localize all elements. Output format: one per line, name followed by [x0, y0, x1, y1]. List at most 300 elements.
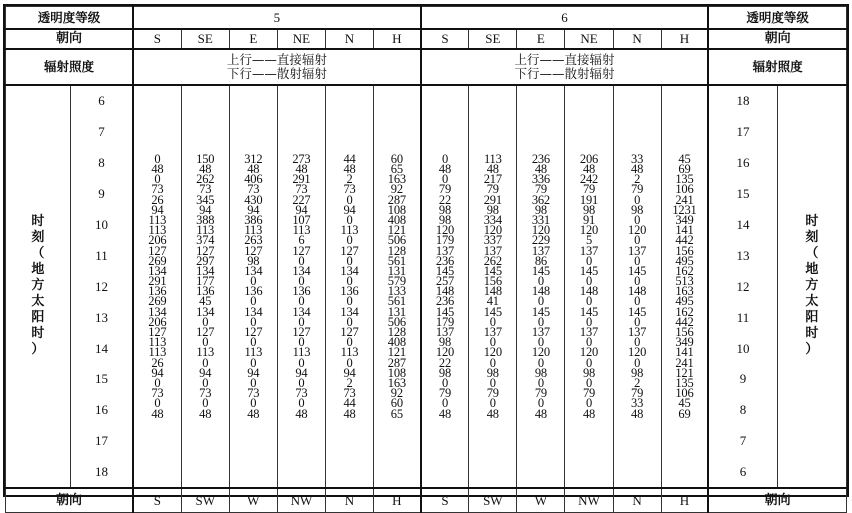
diffuse-radiation-value: 94 — [295, 365, 308, 380]
time-label-left: 时 刻 （ 地 方 太 阳 时 ） — [6, 85, 71, 489]
diffuse-radiation-value: 48 — [247, 406, 260, 421]
diffuse-radiation-value: 127 — [244, 243, 263, 258]
hour-label: 7 — [98, 124, 105, 140]
direct-radiation-value: 0 — [250, 396, 257, 411]
direct-radiation-value: 242 — [579, 172, 599, 187]
diffuse-radiation-value: 94 — [151, 202, 164, 217]
diffuse-radiation-value: 98 — [486, 365, 499, 380]
direct-radiation-value: 334 — [483, 212, 502, 227]
orientation-cell: S — [133, 29, 181, 49]
orientation-cell: E — [229, 29, 277, 49]
direct-radiation-value: 0 — [441, 396, 448, 411]
radiation-header-row — [6, 49, 847, 85]
diffuse-radiation-value: 145 — [435, 304, 455, 319]
diffuse-radiation-value: 98 — [438, 365, 452, 380]
hour-label: 12 — [94, 278, 108, 294]
direct-radiation-value: 0 — [585, 396, 593, 411]
direct-radiation-value: 0 — [634, 253, 641, 268]
diffuse-radiation-value: 73 — [295, 182, 308, 197]
direct-radiation-value: 177 — [196, 274, 215, 289]
grade-6-header: 6 — [421, 7, 709, 29]
diffuse-radiation-value: 134 — [340, 263, 359, 278]
direct-radiation-value: 0 — [202, 335, 209, 350]
hour-label: 15 — [736, 186, 750, 202]
diffuse-radiation-value: 48 — [582, 406, 596, 421]
direct-radiation-value: 206 — [148, 314, 167, 329]
diffuse-radiation-value: 137 — [579, 325, 599, 340]
diffuse-radiation-value: 113 — [196, 223, 215, 238]
hour-label: 9 — [739, 371, 747, 387]
direct-radiation-value: 0 — [298, 253, 305, 268]
diffuse-radiation-value: 113 — [196, 345, 215, 360]
direct-radiation-value: 6 — [298, 233, 305, 248]
diffuse-radiation-value: 120 — [435, 345, 455, 360]
direct-radiation-value: 0 — [634, 314, 641, 329]
value-column — [133, 85, 181, 489]
direct-radiation-value: 236 — [531, 151, 550, 166]
time-label-right: 时 刻 （ 地 方 太 阳 时 ） — [777, 85, 846, 489]
diffuse-radiation-value: 79 — [486, 182, 499, 197]
diffuse-radiation-value: 48 — [295, 406, 308, 421]
data-body-row — [6, 85, 847, 489]
diffuse-radiation-value: 120 — [628, 345, 647, 360]
diffuse-radiation-value: 73 — [247, 386, 260, 401]
direct-radiation-value: 0 — [537, 294, 544, 309]
direct-radiation-value: 287 — [387, 355, 406, 370]
direct-radiation-value: 0 — [585, 314, 593, 329]
diffuse-radiation-value: 137 — [531, 243, 550, 258]
diffuse-radiation-value: 113 — [292, 223, 311, 238]
diffuse-radiation-value: 145 — [579, 263, 599, 278]
direct-radiation-value: 229 — [531, 233, 550, 248]
direct-radiation-value: 26 — [151, 355, 164, 370]
direct-radiation-value: 262 — [196, 172, 215, 187]
direct-radiation-value: 349 — [675, 212, 694, 227]
diffuse-radiation-value: 113 — [148, 223, 167, 238]
diffuse-radiation-value: 127 — [292, 325, 311, 340]
hour-label: 10 — [94, 217, 108, 232]
direct-radiation-value: 312 — [244, 151, 263, 166]
diffuse-radiation-value: 79 — [438, 182, 452, 197]
top-orientation-row — [6, 29, 847, 49]
orientation-cell: N — [613, 29, 661, 49]
direct-radiation-value: 163 — [387, 375, 406, 390]
diffuse-radiation-value: 65 — [390, 406, 403, 421]
direct-radiation-value: 135 — [675, 375, 694, 390]
direct-radiation-value: 0 — [634, 274, 641, 289]
diffuse-radiation-value: 136 — [196, 284, 215, 299]
diffuse-radiation-value: 73 — [199, 386, 212, 401]
diffuse-radiation-value: 113 — [148, 345, 167, 360]
diffuse-radiation-value: 156 — [675, 325, 694, 340]
diffuse-radiation-value: 163 — [675, 284, 694, 299]
diffuse-radiation-value: 145 — [483, 263, 502, 278]
direct-radiation-value: 179 — [435, 314, 455, 329]
direct-radiation-value: 0 — [346, 335, 353, 350]
legend-direct: 上行——直接辐射 — [514, 51, 615, 67]
bottom-orientation-row — [6, 488, 847, 512]
direct-radiation-value: 349 — [675, 335, 694, 350]
diffuse-radiation-value: 69 — [678, 406, 691, 421]
diffuse-radiation-value: 113 — [244, 345, 263, 360]
diffuse-radiation-value: 137 — [628, 243, 647, 258]
direct-radiation-value: 0 — [585, 274, 593, 289]
orientation-cell: W — [517, 488, 565, 512]
direct-radiation-value: 0 — [489, 335, 496, 350]
direct-radiation-value: 0 — [250, 375, 257, 390]
direct-radiation-value: 442 — [675, 233, 694, 248]
direct-radiation-value: 191 — [579, 192, 599, 207]
orientation-cell: SW — [181, 488, 229, 512]
diffuse-radiation-value: 98 — [631, 202, 644, 217]
direct-radiation-value: 113 — [148, 335, 167, 350]
diffuse-radiation-value: 120 — [531, 345, 550, 360]
diffuse-radiation-value: 136 — [148, 284, 167, 299]
diffuse-radiation-value: 127 — [148, 325, 167, 340]
diffuse-radiation-value: 148 — [483, 284, 502, 299]
direct-radiation-value: 0 — [634, 192, 641, 207]
direct-radiation-value: 406 — [244, 172, 263, 187]
direct-radiation-value: 5 — [585, 233, 593, 248]
orientation-label-bottom-right: 朝向 — [708, 488, 846, 512]
direct-radiation-value: 0 — [298, 335, 305, 350]
diffuse-radiation-value: 148 — [628, 284, 647, 299]
direct-radiation-value: 0 — [298, 274, 305, 289]
hour-label: 18 — [736, 93, 750, 109]
diffuse-radiation-value: 48 — [534, 406, 547, 421]
orientation-cell: N — [613, 488, 661, 512]
direct-radiation-value: 163 — [387, 172, 406, 187]
direct-radiation-value: 0 — [441, 151, 448, 166]
direct-radiation-value: 98 — [247, 253, 260, 268]
diffuse-radiation-value: 134 — [340, 304, 359, 319]
direct-radiation-value: 2 — [346, 375, 353, 390]
diffuse-radiation-value: 137 — [531, 325, 550, 340]
diffuse-radiation-value: 92 — [390, 386, 403, 401]
direct-radiation-value: 150 — [196, 151, 215, 166]
value-column — [565, 85, 613, 489]
direct-radiation-value: 0 — [250, 314, 257, 329]
direct-radiation-value: 0 — [489, 375, 496, 390]
diffuse-radiation-value: 134 — [148, 263, 167, 278]
direct-radiation-value: 430 — [244, 192, 263, 207]
diffuse-radiation-value: 137 — [435, 243, 455, 258]
direct-radiation-value: 217 — [483, 172, 502, 187]
orientation-cell: H — [374, 488, 421, 512]
diffuse-radiation-value: 98 — [438, 202, 452, 217]
legend-diffuse: 下行——散射辐射 — [226, 65, 327, 81]
direct-radiation-value: 0 — [154, 172, 161, 187]
hour-label: 13 — [94, 309, 108, 325]
diffuse-radiation-value: 113 — [340, 345, 359, 360]
diffuse-radiation-value: 121 — [387, 345, 406, 360]
diffuse-radiation-value: 98 — [534, 202, 547, 217]
diffuse-radiation-value: 137 — [483, 243, 502, 258]
diffuse-radiation-value: 98 — [582, 202, 596, 217]
orientation-cell: NE — [277, 29, 325, 49]
hour-label: 9 — [98, 186, 105, 202]
diffuse-radiation-value: 148 — [531, 284, 550, 299]
diffuse-radiation-value: 79 — [631, 386, 644, 401]
orientation-cell: S — [421, 29, 469, 49]
direct-radiation-value: 0 — [585, 253, 593, 268]
orientation-cell: N — [325, 29, 373, 49]
direct-radiation-value: 227 — [292, 192, 311, 207]
diffuse-radiation-value: 48 — [582, 162, 596, 177]
diffuse-radiation-value: 48 — [151, 162, 164, 177]
diffuse-radiation-value: 145 — [628, 263, 647, 278]
direct-radiation-value: 386 — [244, 212, 263, 227]
diffuse-radiation-value: 48 — [486, 406, 499, 421]
diffuse-radiation-value: 131 — [387, 263, 406, 278]
legend-grade-5 — [133, 49, 421, 85]
direct-radiation-value: 0 — [250, 335, 257, 350]
direct-radiation-value: 291 — [483, 192, 502, 207]
direct-radiation-value: 0 — [250, 274, 257, 289]
diffuse-radiation-value: 120 — [579, 223, 599, 238]
radiation-table-frame — [3, 4, 849, 508]
direct-radiation-value: 0 — [346, 212, 353, 227]
direct-radiation-value: 33 — [631, 396, 644, 411]
direct-radiation-value: 2 — [346, 172, 353, 187]
value-column — [661, 85, 708, 489]
direct-radiation-value: 0 — [537, 355, 544, 370]
direct-radiation-value: 0 — [634, 212, 641, 227]
direct-radiation-value: 0 — [298, 396, 305, 411]
hour-label: 16 — [94, 402, 108, 418]
direct-radiation-value: 0 — [585, 294, 593, 309]
diffuse-radiation-value: 156 — [675, 243, 694, 258]
grade-label-right: 透明度等级 — [708, 7, 846, 29]
diffuse-radiation-value: 137 — [579, 243, 599, 258]
diffuse-radiation-value: 113 — [244, 223, 263, 238]
diffuse-radiation-value: 48 — [343, 162, 356, 177]
direct-radiation-value: 0 — [154, 375, 161, 390]
direct-radiation-value: 0 — [634, 355, 641, 370]
direct-radiation-value: 60 — [390, 151, 403, 166]
direct-radiation-value: 0 — [346, 253, 353, 268]
direct-radiation-value: 0 — [489, 314, 496, 329]
direct-radiation-value: 408 — [387, 335, 406, 350]
direct-radiation-value: 0 — [634, 294, 641, 309]
direct-radiation-value: 91 — [582, 212, 596, 227]
direct-radiation-value: 0 — [346, 233, 353, 248]
diffuse-radiation-value: 127 — [340, 325, 359, 340]
diffuse-radiation-value: 48 — [343, 406, 356, 421]
orientation-cell: S — [421, 488, 469, 512]
diffuse-radiation-value: 48 — [151, 406, 164, 421]
direct-radiation-value: 45 — [678, 396, 691, 411]
legend-grade-6 — [421, 49, 709, 85]
diffuse-radiation-value: 48 — [534, 162, 547, 177]
diffuse-radiation-value: 134 — [292, 263, 311, 278]
direct-radiation-value: 0 — [489, 355, 496, 370]
direct-radiation-value: 0 — [634, 335, 641, 350]
direct-radiation-value: 0 — [202, 396, 209, 411]
diffuse-radiation-value: 73 — [151, 386, 164, 401]
direct-radiation-value: 336 — [531, 172, 550, 187]
direct-radiation-value: 0 — [298, 355, 305, 370]
diffuse-radiation-value: 137 — [483, 325, 502, 340]
direct-radiation-value: 156 — [483, 274, 502, 289]
direct-radiation-value: 206 — [148, 233, 167, 248]
direct-radiation-value: 291 — [148, 274, 167, 289]
radiation-label-left: 辐射照度 — [6, 49, 134, 85]
value-column — [374, 85, 421, 489]
direct-radiation-value: 0 — [489, 396, 496, 411]
direct-radiation-value: 0 — [202, 355, 209, 370]
diffuse-radiation-value: 73 — [199, 182, 212, 197]
direct-radiation-value: 374 — [196, 233, 215, 248]
diffuse-radiation-value: 98 — [534, 365, 547, 380]
orientation-cell: SE — [181, 29, 229, 49]
diffuse-radiation-value: 1231 — [672, 202, 697, 217]
diffuse-radiation-value: 133 — [387, 284, 406, 299]
hour-label: 11 — [736, 309, 750, 325]
orientation-cell: H — [661, 29, 708, 49]
diffuse-radiation-value: 65 — [390, 162, 403, 177]
direct-radiation-value: 388 — [196, 212, 215, 227]
diffuse-radiation-value: 113 — [340, 223, 359, 238]
direct-radiation-value: 273 — [292, 151, 311, 166]
orientation-label-bottom-left: 朝向 — [6, 488, 134, 512]
orientation-cell: NE — [565, 29, 613, 49]
direct-radiation-value: 0 — [585, 375, 593, 390]
direct-radiation-value: 86 — [534, 253, 547, 268]
diffuse-radiation-value: 145 — [531, 304, 550, 319]
diffuse-radiation-value: 120 — [483, 345, 502, 360]
value-column — [469, 85, 517, 489]
diffuse-radiation-value: 145 — [531, 263, 550, 278]
diffuse-radiation-value: 145 — [435, 263, 455, 278]
direct-radiation-value: 41 — [486, 294, 499, 309]
diffuse-radiation-value: 79 — [486, 386, 499, 401]
hour-label: 16 — [736, 155, 750, 171]
hour-label: 15 — [94, 371, 108, 387]
diffuse-radiation-value: 94 — [295, 202, 308, 217]
diffuse-radiation-value: 120 — [435, 223, 455, 238]
diffuse-radiation-value: 79 — [534, 386, 547, 401]
diffuse-radiation-value: 134 — [148, 304, 167, 319]
diffuse-radiation-value: 120 — [483, 223, 502, 238]
direct-radiation-value: 98 — [438, 335, 452, 350]
direct-radiation-value: 331 — [531, 212, 550, 227]
orientation-cell: H — [374, 29, 421, 49]
direct-radiation-value: 362 — [531, 192, 550, 207]
value-column — [277, 85, 325, 489]
direct-radiation-value: 262 — [483, 253, 502, 268]
value-column — [421, 85, 469, 489]
direct-radiation-value: 269 — [148, 294, 167, 309]
diffuse-radiation-value: 73 — [343, 182, 356, 197]
hour-label: 7 — [739, 433, 747, 449]
orientation-cell: W — [229, 488, 277, 512]
orientation-cell: NW — [565, 488, 613, 512]
diffuse-radiation-value: 121 — [387, 223, 406, 238]
diffuse-radiation-value: 108 — [387, 365, 406, 380]
diffuse-radiation-value: 134 — [244, 263, 263, 278]
diffuse-radiation-value: 127 — [292, 243, 311, 258]
hour-label: 18 — [94, 464, 108, 480]
direct-radiation-value: 0 — [346, 355, 353, 370]
direct-radiation-value: 291 — [292, 172, 311, 187]
diffuse-radiation-value: 79 — [534, 182, 547, 197]
diffuse-radiation-value: 48 — [631, 162, 644, 177]
direct-radiation-value: 495 — [675, 253, 694, 268]
direct-radiation-value: 206 — [579, 151, 599, 166]
diffuse-radiation-value: 113 — [292, 345, 311, 360]
diffuse-radiation-value: 136 — [244, 284, 263, 299]
direct-radiation-value: 0 — [298, 375, 305, 390]
direct-radiation-value: 287 — [387, 192, 406, 207]
diffuse-radiation-value: 134 — [196, 304, 215, 319]
orientation-cell: N — [325, 488, 373, 512]
grade-label-left: 透明度等级 — [6, 7, 134, 29]
diffuse-radiation-value: 79 — [582, 182, 596, 197]
hour-label: 12 — [736, 278, 750, 294]
diffuse-radiation-value: 73 — [247, 182, 260, 197]
direct-radiation-value: 495 — [675, 294, 694, 309]
direct-radiation-value: 45 — [199, 294, 212, 309]
orientation-cell: NW — [277, 488, 325, 512]
hour-label: 13 — [736, 247, 750, 263]
direct-radiation-value: 241 — [675, 355, 694, 370]
diffuse-radiation-value: 98 — [486, 202, 499, 217]
diffuse-radiation-value: 94 — [343, 202, 356, 217]
grade-5-header: 5 — [133, 7, 421, 29]
direct-radiation-value: 179 — [435, 233, 455, 248]
hour-label: 8 — [98, 155, 105, 171]
hour-label: 17 — [94, 433, 108, 449]
diffuse-radiation-value: 108 — [387, 202, 406, 217]
diffuse-radiation-value: 127 — [244, 325, 263, 340]
hour-label: 10 — [736, 340, 750, 356]
direct-radiation-value: 561 — [387, 294, 406, 309]
diffuse-radiation-value: 134 — [244, 304, 263, 319]
direct-radiation-value: 0 — [346, 294, 353, 309]
direct-radiation-value: 0 — [346, 274, 353, 289]
orientation-cell: SW — [469, 488, 517, 512]
direct-radiation-value: 0 — [441, 172, 448, 187]
direct-radiation-value: 113 — [148, 212, 167, 227]
diffuse-radiation-value: 106 — [675, 182, 694, 197]
direct-radiation-value: 236 — [435, 253, 455, 268]
orientation-label-right: 朝向 — [708, 29, 846, 49]
direct-radiation-value: 107 — [292, 212, 311, 227]
direct-radiation-value: 45 — [678, 151, 691, 166]
diffuse-radiation-value: 148 — [579, 284, 599, 299]
diffuse-radiation-value: 137 — [628, 325, 647, 340]
direct-radiation-value: 2 — [634, 375, 641, 390]
direct-radiation-value: 0 — [250, 294, 257, 309]
diffuse-radiation-value: 98 — [582, 365, 596, 380]
diffuse-radiation-value: 162 — [675, 263, 694, 278]
orientation-cell: H — [661, 488, 708, 512]
direct-radiation-value: 513 — [675, 274, 694, 289]
diffuse-radiation-value: 128 — [387, 243, 406, 258]
hour-label: 14 — [94, 340, 108, 356]
direct-radiation-value: 0 — [441, 375, 448, 390]
diffuse-radiation-value: 94 — [199, 202, 212, 217]
direct-radiation-value: 0 — [202, 375, 209, 390]
diffuse-radiation-value: 94 — [247, 365, 260, 380]
diffuse-radiation-value: 145 — [628, 304, 647, 319]
diffuse-radiation-value: 137 — [435, 325, 455, 340]
direct-radiation-value: 506 — [387, 314, 406, 329]
diffuse-radiation-value: 141 — [675, 223, 694, 238]
legend-direct: 上行——直接辐射 — [226, 51, 327, 67]
diffuse-radiation-value: 128 — [387, 325, 406, 340]
